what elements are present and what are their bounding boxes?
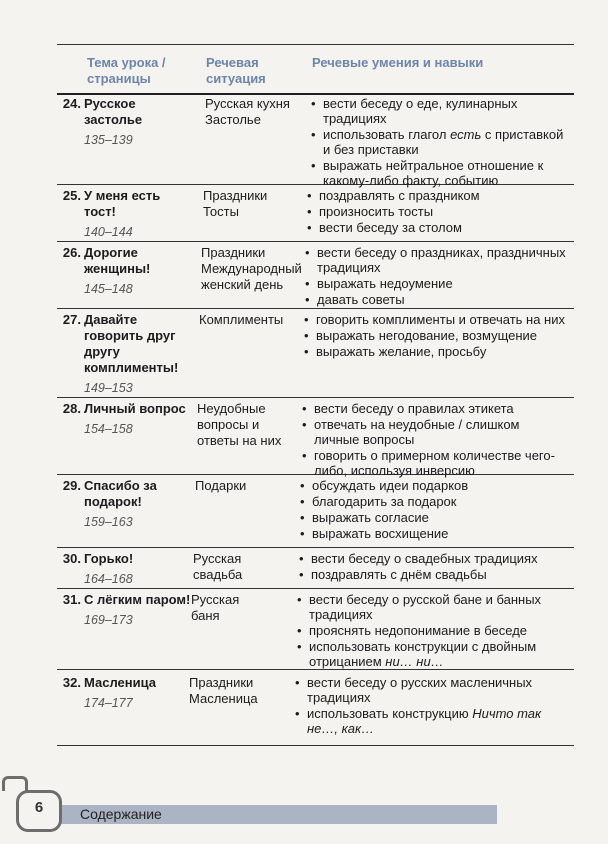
lesson-number: 27. [62, 312, 81, 327]
lesson-title: С лёгким паром! 169–173 [84, 592, 196, 628]
skill-item: • вести беседу о русских масленичных традициях [295, 675, 557, 705]
skill-item: • благодарить за подарок [300, 494, 562, 509]
page-number-badge [16, 790, 62, 832]
lesson-number: 30. [62, 551, 81, 566]
skill-item: • выражать негодование, возмущение [304, 328, 566, 343]
skill-item: • поздравлять с праздником [307, 188, 569, 203]
lesson-number: 28. [62, 401, 81, 416]
table-row [57, 397, 574, 478]
skill-item: • вести беседу за столом [307, 220, 569, 235]
lesson-number: 29. [62, 478, 81, 493]
skill-item: • выражать согласие [300, 510, 562, 525]
table-header [57, 44, 574, 95]
skill-item: • использовать конструкции с двойным отрицанием ни… ни… [297, 639, 559, 669]
skill-item: • использовать глагол есть с приставкой и без приставки [311, 127, 573, 157]
skills-list [300, 478, 562, 542]
skill-item: • давать советы [305, 292, 567, 307]
lesson-pages: 140–144 [84, 225, 133, 239]
lesson-pages: 164–168 [84, 572, 133, 586]
lesson-pages: 169–173 [84, 613, 133, 627]
skills-list [295, 675, 557, 737]
lesson-pages: 154–158 [84, 422, 133, 436]
skill-item: • обсуждать идеи подарков [300, 478, 562, 493]
lesson-pages: 135–139 [84, 133, 133, 147]
header-skills: Речевые умения и навыки [312, 55, 484, 70]
skill-item: • использовать конструкцию Ничто так не…, как… [295, 706, 557, 736]
skill-item: • выражать нейтральное отношение к какому-либо факту, событию [311, 158, 573, 188]
lesson-situation: Подарки [195, 478, 247, 493]
skill-item: • вести беседу о русской бане и банных традициях [297, 592, 559, 622]
lesson-number: 24. [62, 96, 81, 111]
lesson-pages: 159–163 [84, 515, 133, 529]
lesson-pages: 145–148 [84, 282, 133, 296]
table-row [57, 308, 574, 398]
table-row [57, 588, 574, 670]
lesson-number: 32. [62, 675, 81, 690]
lesson-title: Горько! 164–168 [84, 551, 184, 587]
skill-item: • вести беседу о свадебных традициях [299, 551, 561, 566]
lesson-number: 31. [62, 592, 81, 607]
table-row [57, 184, 574, 242]
lesson-situation: Праздники Международный женский день [201, 245, 302, 292]
lesson-title: Личный вопрос 154–158 [84, 401, 196, 437]
header-topic: Тема урока / страницы [87, 55, 166, 86]
skills-list [304, 312, 566, 360]
table-row [57, 241, 574, 309]
page-number: 6 [34, 799, 44, 816]
lesson-number: 26. [62, 245, 81, 260]
footer-label: Содержание [80, 806, 162, 822]
skill-item: • выражать восхищение [300, 526, 562, 541]
skill-item: • говорить о примерном количестве чего-либо, используя инверсию [302, 448, 564, 478]
skill-item: • выражать недоумение [305, 276, 567, 291]
lesson-number: 25. [62, 188, 81, 203]
lesson-situation: Праздники Тосты [203, 188, 268, 219]
lesson-title: У меня есть тост! 140–144 [84, 188, 174, 240]
table-row [57, 669, 574, 746]
lesson-situation: Русская кухня Застолье [205, 96, 290, 127]
lesson-pages: 174–177 [84, 696, 133, 710]
lesson-situation: Русская баня [191, 592, 240, 623]
lesson-situation: Неудобные вопросы и ответы на них [197, 401, 282, 448]
skill-item: • прояснять недопонимание в беседе [297, 623, 559, 638]
header-situation: Речевая ситуация [206, 55, 266, 86]
table-row [57, 547, 574, 589]
skill-item: • выражать желание, просьбу [304, 344, 566, 359]
skill-item: • вести беседу о праздниках, праздничных традициях [305, 245, 567, 275]
table-row [57, 92, 574, 188]
page-badge-tab [2, 776, 28, 791]
skill-item: • вести беседу о правилах этикета [302, 401, 564, 416]
lesson-title: Масленица 174–177 [84, 675, 184, 711]
lesson-title: Давайте говорить друг другу комплименты! 149–153 [84, 312, 192, 396]
skill-item: • поздравлять с днём свадьбы [299, 567, 561, 582]
skills-list [299, 551, 561, 583]
lesson-pages: 149–153 [84, 381, 133, 395]
skill-item: • вести беседу о еде, кулинарных традициях [311, 96, 573, 126]
skill-item: • говорить комплименты и отвечать на них [304, 312, 566, 327]
lesson-title: Спасибо за подарок! 159–163 [84, 478, 184, 530]
skill-item: • отвечать на неудобные / слишком личные вопросы [302, 417, 564, 447]
lesson-title: Дорогие женщины! 145–148 [84, 245, 174, 297]
table-row [57, 474, 574, 548]
skills-list [297, 592, 559, 670]
skills-list [305, 245, 567, 308]
lesson-situation: Комплименты [199, 312, 284, 327]
skills-list [302, 401, 564, 479]
lesson-situation: Праздники Масленица [189, 675, 258, 706]
lesson-situation: Русская свадьба [193, 551, 243, 582]
skill-item: • произносить тосты [307, 204, 569, 219]
skills-list [311, 96, 573, 189]
skills-list [307, 188, 569, 236]
lesson-title: Русское застолье 135–139 [84, 96, 194, 148]
